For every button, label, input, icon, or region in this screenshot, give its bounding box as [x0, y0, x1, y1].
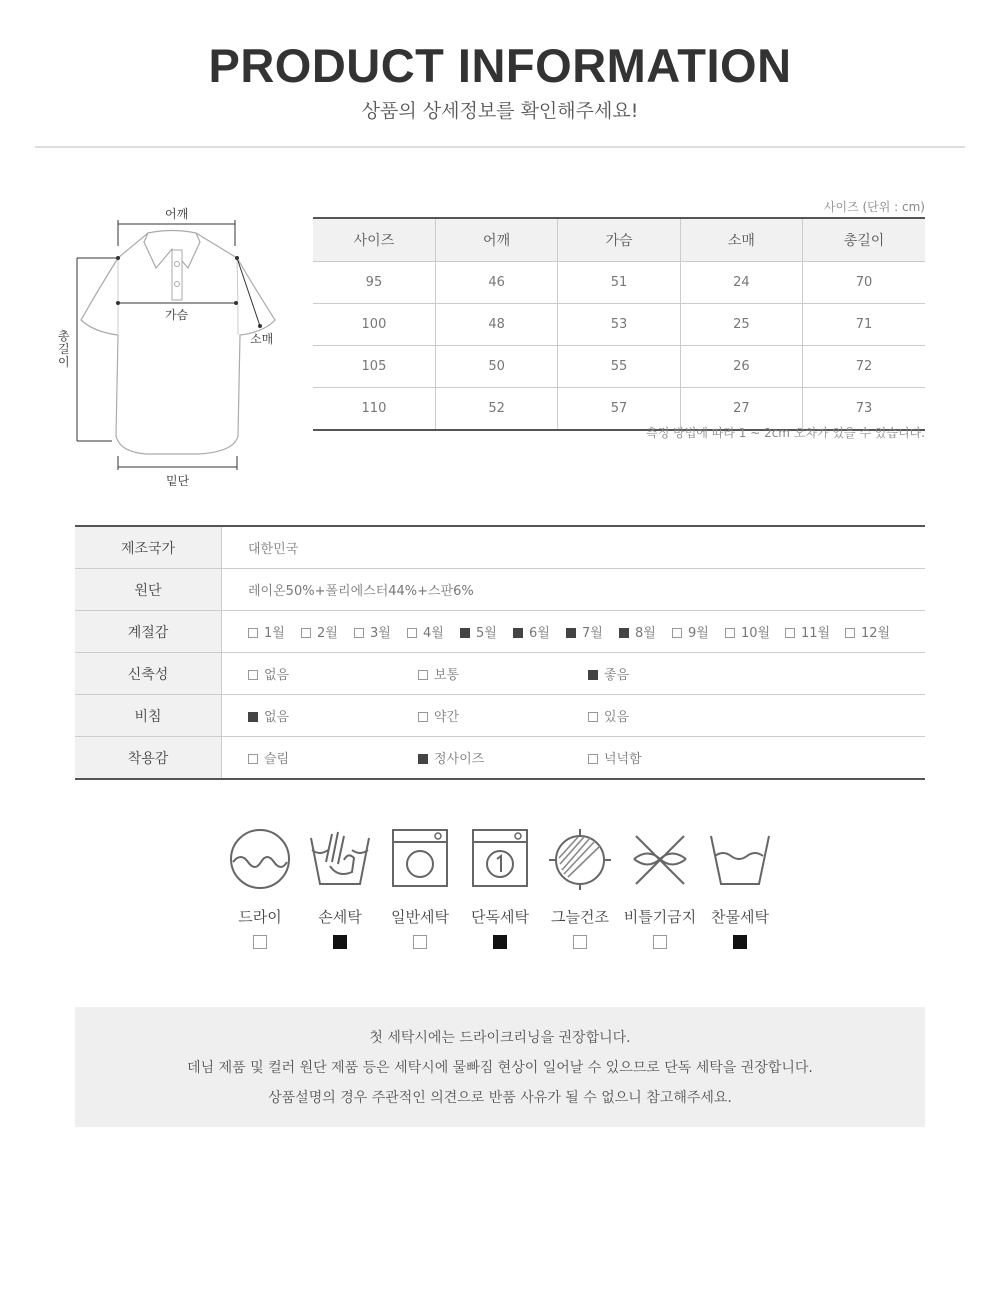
- size-cell: 71: [803, 304, 925, 346]
- notice-line: 상품설명의 경우 주관적인 의견으로 반품 사유가 될 수 없으니 참고해주세요.: [268, 1090, 732, 1106]
- care-label: 그늘건조: [551, 908, 609, 926]
- size-cell: 52: [435, 388, 557, 431]
- month-option: [301, 622, 354, 641]
- size-cell: 55: [558, 346, 680, 388]
- table-row: [313, 262, 925, 304]
- hem-label: 밑단: [166, 474, 190, 488]
- size-cell: 24: [680, 262, 802, 304]
- month-option: [845, 622, 905, 641]
- level-option: [588, 664, 758, 683]
- option-label: 9월: [688, 626, 709, 641]
- care-checkbox: [733, 935, 747, 949]
- polo-shirt-illustration: [48, 200, 288, 495]
- option-label: 있음: [604, 710, 630, 725]
- checkbox: [619, 628, 629, 638]
- size-cell: 48: [435, 304, 557, 346]
- info-row-season: [75, 611, 925, 653]
- page-subtitle: 상품의 상세정보를 확인해주세요!: [361, 100, 639, 122]
- info-row-fit: [75, 737, 925, 780]
- checkbox: [418, 670, 428, 680]
- table-row: [313, 304, 925, 346]
- checkbox: [301, 628, 311, 638]
- total-length-label: 총길이: [58, 329, 70, 369]
- do-not-wring-icon: [620, 826, 700, 890]
- garment-diagram: [48, 200, 288, 495]
- info-label: 계절감: [75, 611, 222, 653]
- info-label: 신축성: [75, 653, 222, 695]
- sheer-options: [222, 695, 926, 737]
- checkbox: [418, 754, 428, 764]
- size-unit-note: 사이즈 (단위 : cm): [823, 200, 925, 214]
- size-header-cell: 소매: [680, 218, 802, 262]
- size-cell: 27: [680, 388, 802, 431]
- checkbox: [725, 628, 735, 638]
- level-option: [588, 748, 758, 767]
- option-label: 8월: [635, 626, 656, 641]
- size-cell: 46: [435, 262, 557, 304]
- checkbox: [418, 712, 428, 722]
- checkbox: [566, 628, 576, 638]
- checkbox: [785, 628, 795, 638]
- care-label: 일반세탁: [391, 908, 449, 926]
- option-label: 3월: [370, 626, 391, 641]
- header-divider: [35, 146, 965, 148]
- option-label: 6월: [529, 626, 550, 641]
- month-option: [407, 622, 460, 641]
- care-checkbox: [333, 935, 347, 949]
- month-option: [460, 622, 513, 641]
- level-option: [588, 706, 758, 725]
- care-label: 단독세탁: [471, 908, 529, 926]
- info-row-country: [75, 526, 925, 569]
- checkbox: [588, 712, 598, 722]
- option-label: 1월: [264, 626, 285, 641]
- option-label: 없음: [264, 710, 290, 725]
- option-label: 2월: [317, 626, 338, 641]
- shade-dry-icon: [540, 826, 620, 890]
- dry-clean-icon: [220, 826, 300, 890]
- checkbox: [845, 628, 855, 638]
- info-row-fabric: [75, 569, 925, 611]
- wash-separately-icon: [460, 826, 540, 890]
- checkbox: [248, 712, 258, 722]
- size-cell: 105: [313, 346, 435, 388]
- size-cell: 95: [313, 262, 435, 304]
- shoulder-label: 어깨: [165, 207, 189, 221]
- option-label: 10월: [741, 626, 771, 641]
- option-label: 보통: [434, 668, 460, 683]
- stretch-options: [222, 653, 926, 695]
- option-label: 좋음: [604, 668, 630, 683]
- size-cell: 57: [558, 388, 680, 431]
- month-option: [513, 622, 566, 641]
- option-label: 슬림: [264, 752, 290, 767]
- size-cell: 53: [558, 304, 680, 346]
- month-option: [725, 622, 785, 641]
- checkbox: [672, 628, 682, 638]
- season-options: [222, 611, 926, 653]
- care-label: 비틀기금지: [623, 908, 697, 926]
- level-option: [248, 748, 418, 767]
- size-cell: 70: [803, 262, 925, 304]
- care-checkbox: [493, 935, 507, 949]
- info-row-sheer: [75, 695, 925, 737]
- cold-wash-icon: [700, 826, 780, 890]
- notice-line: 첫 세탁시에는 드라이크리닝을 권장합니다.: [369, 1030, 631, 1046]
- care-checkbox: [573, 935, 587, 949]
- month-option: [785, 622, 845, 641]
- level-option: [418, 664, 588, 683]
- care-label: 손세탁: [318, 908, 362, 926]
- care-label: 드라이: [238, 908, 282, 926]
- size-table-header: [313, 218, 925, 262]
- option-label: 7월: [582, 626, 603, 641]
- care-notice: [75, 1007, 925, 1127]
- product-info-table: [75, 525, 925, 780]
- month-option: [566, 622, 619, 641]
- size-cell: 73: [855, 401, 873, 416]
- option-label: 4월: [423, 626, 444, 641]
- option-label: 넉넉함: [604, 752, 642, 767]
- size-header-cell: 어깨: [435, 218, 557, 262]
- checkbox: [588, 754, 598, 764]
- option-label: 11월: [801, 626, 831, 641]
- info-value: 대한민국: [222, 526, 926, 569]
- size-header-cell: 사이즈: [313, 218, 435, 262]
- size-cell: 51: [558, 262, 680, 304]
- size-cell: 110: [313, 388, 435, 431]
- level-option: [418, 748, 588, 767]
- option-label: 5월: [476, 626, 497, 641]
- checkbox: [248, 670, 258, 680]
- size-cell: 26: [680, 346, 802, 388]
- level-option: [248, 706, 418, 725]
- size-cell: 100: [313, 304, 435, 346]
- checkbox: [248, 628, 258, 638]
- table-row: [313, 346, 925, 388]
- checkbox: [588, 670, 598, 680]
- measurement-note: 측정 방법에 따라 1 ~ 2cm 오차가 있을 수 있습니다.: [646, 426, 925, 440]
- option-label: 12월: [861, 626, 891, 641]
- notice-line: 데님 제품 및 컬러 원단 제품 등은 세탁시에 물빠짐 현상이 일어날 수 있으므로 단독 세탁을 권장합니다.: [187, 1060, 813, 1076]
- info-row-stretch: [75, 653, 925, 695]
- month-option: [619, 622, 672, 641]
- sleeve-label: 소매: [250, 332, 274, 346]
- size-cell: 50: [435, 346, 557, 388]
- checkbox: [354, 628, 364, 638]
- size-cell: 72: [803, 346, 925, 388]
- month-option: [354, 622, 407, 641]
- size-table: [313, 217, 925, 431]
- care-checkbox: [253, 935, 267, 949]
- care-label: 찬물세탁: [711, 908, 769, 926]
- info-value: 레이온50%+폴리에스터44%+스판6%: [222, 569, 926, 611]
- page-title: PRODUCT INFORMATION: [208, 39, 792, 92]
- fit-options: [222, 737, 926, 780]
- info-label: 제조국가: [75, 526, 222, 569]
- month-option: [672, 622, 725, 641]
- hand-wash-icon: [300, 826, 380, 890]
- info-label: 원단: [75, 569, 222, 611]
- info-label: 비침: [75, 695, 222, 737]
- size-header-cell: 총길이: [803, 218, 925, 262]
- level-option: [418, 706, 588, 725]
- option-label: 없음: [264, 668, 290, 683]
- month-option: [248, 622, 301, 641]
- info-label: 착용감: [75, 737, 222, 780]
- chest-label: 가슴: [165, 308, 189, 322]
- size-cell: 25: [680, 304, 802, 346]
- checkbox: [407, 628, 417, 638]
- care-checkbox: [653, 935, 667, 949]
- size-header-cell: 가슴: [558, 218, 680, 262]
- option-label: 약간: [434, 710, 460, 725]
- checkbox: [248, 754, 258, 764]
- care-checkbox: [413, 935, 427, 949]
- checkbox: [460, 628, 470, 638]
- level-option: [248, 664, 418, 683]
- machine-wash-icon: [380, 826, 460, 890]
- option-label: 정사이즈: [434, 752, 485, 767]
- checkbox: [513, 628, 523, 638]
